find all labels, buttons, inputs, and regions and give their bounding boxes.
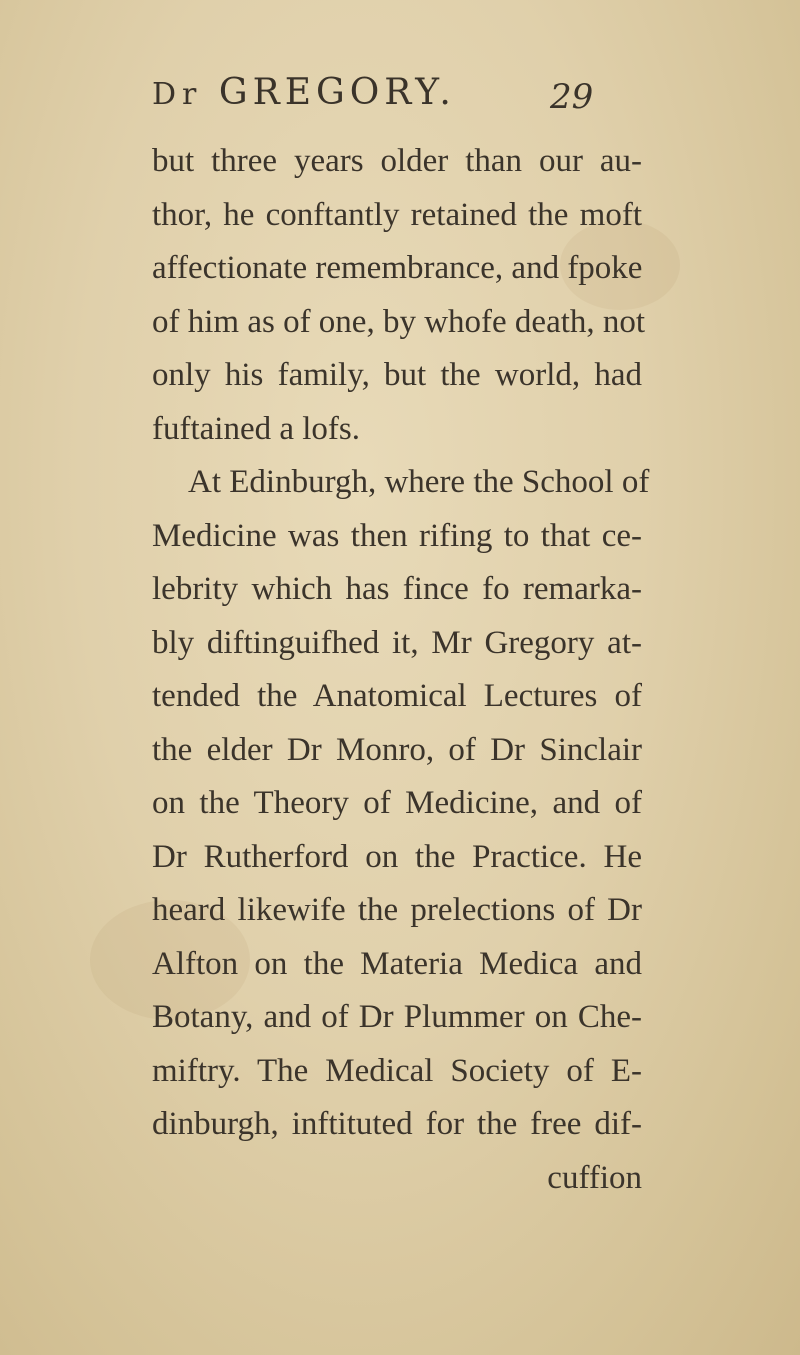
running-head-name: GREGORY. [218,72,456,113]
text-line: affectionate remembrance, and fpoke [152,250,643,286]
page-header [152,68,632,118]
body-text [152,135,650,1205]
text-line: Alfton on the Materia Medica and [152,945,642,982]
text-line: tended the Anatomical Lectures of [152,678,642,714]
text-line: Dr Rutherford on the Practice. He [152,838,642,875]
text-line: At Edinburgh, where the School of [188,464,650,500]
running-head [152,68,456,120]
text-line: Medicine was then rifing to that ce- [152,517,642,554]
catchword: cuffion [547,1159,642,1196]
text-line: the elder Dr Monro, of Dr Sinclair [152,731,642,768]
text-line: of him as of one, by whofe death, not [152,303,646,340]
text-line: heard likewife the prelections of Dr [152,892,642,928]
text-line: bly diftinguifhed it, Mr Gregory at- [152,624,642,661]
text-line: thor, he conftantly retained the moft [152,196,642,233]
text-line: dinburgh, inftituted for the free dif- [152,1106,642,1142]
running-head-prefix: Dr [152,77,203,112]
text-line: Botany, and of Dr Plummer on Che- [152,999,642,1035]
text-line: miftry. The Medical Society of E- [152,1052,642,1089]
text-line: on the Theory of Medicine, and of [152,785,642,821]
text-line: fuftained a lofs. [152,410,361,447]
page-number: 29 [550,77,594,117]
text-line: lebrity which has fince fo remarka- [152,571,642,607]
text-line: only his family, but the world, had [152,357,642,393]
text-line: but three years older than our au- [152,143,642,179]
